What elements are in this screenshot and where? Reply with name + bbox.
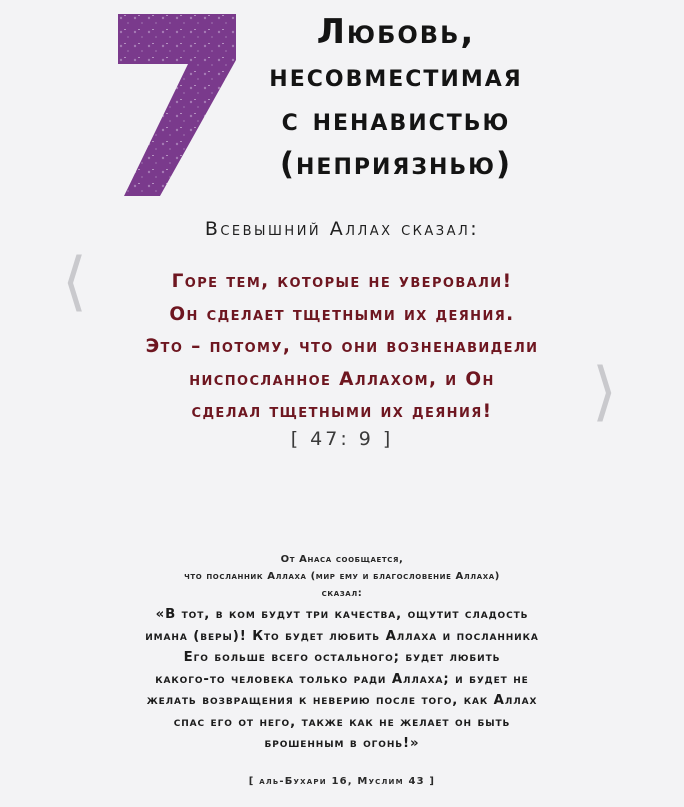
hadith-line: «В тот, в ком будут три качества, ощутит сладость <box>155 607 529 622</box>
hadith-intro-line: От Анаса сообщается, <box>280 554 404 565</box>
quote-line: Это – потому, что они возненавидели <box>145 336 539 357</box>
hadith-line: желать возвращения к неверию после того, как Аллах <box>146 693 538 708</box>
hadith-line: имана (веры)! Кто будет любить Аллаха и посланника <box>145 628 539 644</box>
hadith-line: Его больше всего остального; будет любить <box>183 650 501 665</box>
hadith-line: какого-то человека только ради Аллаха; и будет не <box>155 671 529 687</box>
open-bracket-icon: ⟨ <box>62 245 87 319</box>
quote-line: Он сделает тщетными их деяния. <box>169 303 515 325</box>
hadith-intro-line: сказал: <box>321 588 363 599</box>
title-line: Любовь, <box>316 12 476 52</box>
hadith-intro-line: что посланник Аллаха (мир ему и благословение Аллаха) <box>184 571 500 582</box>
page-title <box>186 10 606 186</box>
title-line: несовместимая <box>269 58 523 94</box>
title-line: (неприязнью) <box>279 146 513 182</box>
hadith-intro <box>0 551 684 602</box>
hadith-line: спас его от него, также как не желает он быть <box>173 714 511 730</box>
quran-reference: [ 47: 9 ] <box>290 428 394 450</box>
hadith-text <box>40 604 644 755</box>
hadith-line: брошенным в огонь!» <box>264 736 420 751</box>
intro-heading: Всевышний Аллах сказал: <box>204 218 480 240</box>
quran-quote <box>30 266 654 429</box>
quote-line: Горе тем, которые не уверовали! <box>171 271 513 292</box>
hadith-reference: [ аль-Бухари 16, Муслим 43 ] <box>248 776 436 787</box>
quote-line: сделал тщетными их деяния! <box>191 401 493 422</box>
title-line: с ненавистью <box>281 102 511 138</box>
close-bracket-icon: ⟩ <box>592 355 617 429</box>
quote-line: ниспосланное Аллахом, и Он <box>189 368 495 390</box>
